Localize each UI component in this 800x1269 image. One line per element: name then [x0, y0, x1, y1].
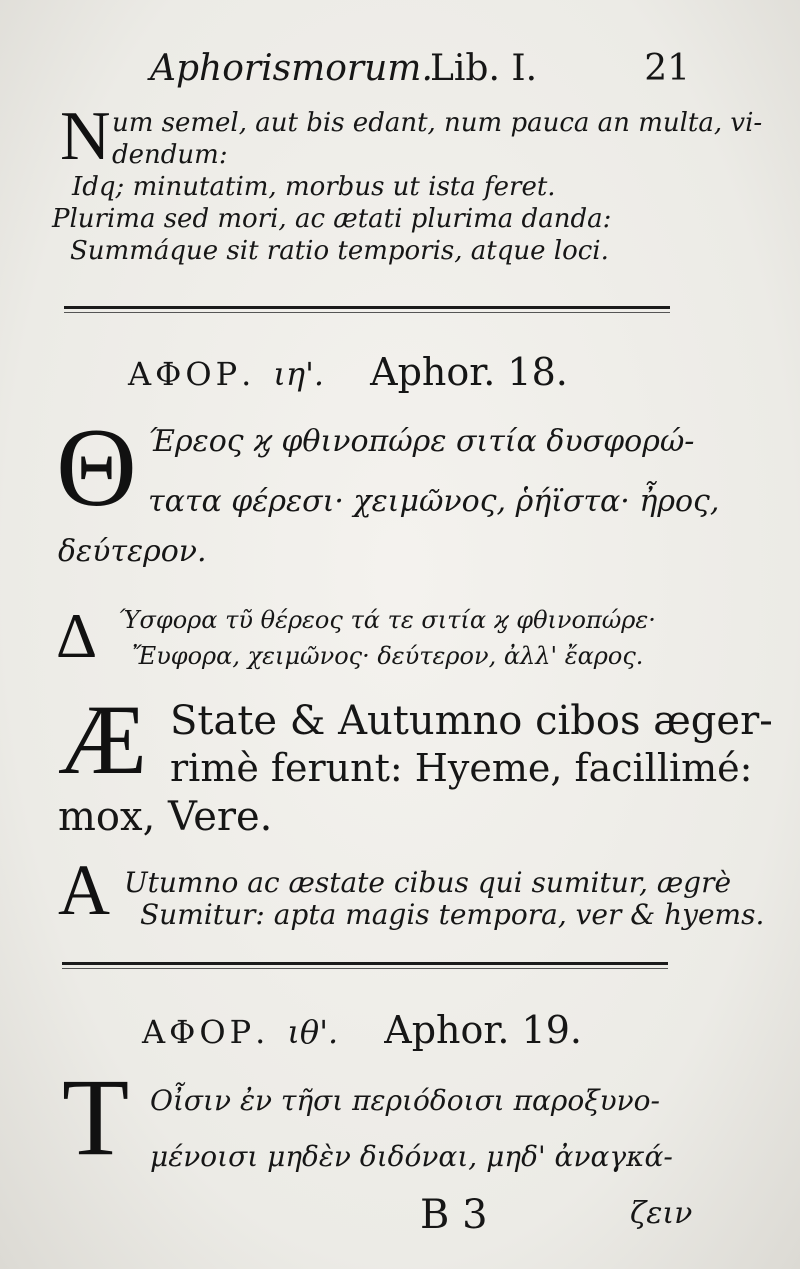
- dropcap-delta: Δ: [56, 600, 98, 671]
- verse-line: Plurima sed mori, ac ætati plurima danda:: [52, 204, 612, 234]
- section-rule: [62, 962, 668, 965]
- page-number: 21: [644, 48, 690, 89]
- latin-heading: Aphor. 18.: [370, 350, 568, 394]
- latin-line: mox, Vere.: [58, 794, 273, 840]
- greek-heading: ΑΦΟΡ.: [128, 355, 256, 393]
- running-header: [150, 48, 690, 88]
- greek-line: Οἶσιν ἐν τῆσι περιόδοισι παροξυνο-: [150, 1084, 660, 1117]
- latin-heading: Aphor. 19.: [384, 1008, 582, 1052]
- latin-line: rimè ferunt: Hyeme, facillimé:: [170, 746, 753, 790]
- greek-number: ιη'.: [273, 355, 325, 393]
- book-number: Lib. I.: [430, 48, 538, 89]
- verse-line: Summáque sit ratio temporis, atque loci.: [70, 236, 609, 266]
- section-rule: [64, 306, 670, 309]
- catchword: ζειν: [630, 1196, 693, 1231]
- verse-line: dendum:: [112, 140, 228, 170]
- greek-line: Έρεος ϗ φθινοπώρε σιτία δυσφορώ-: [148, 424, 695, 459]
- aphorism-19-heading: [142, 1008, 582, 1052]
- paraphrase-line: Ύσφορα τῦ θέρεος τά τε σιτία ϗ φθινοπώρε·: [118, 606, 656, 634]
- latin-line: State & Autumno cibos æger-: [170, 698, 773, 744]
- verse-line: Idq; minutatim, morbus ut ista feret.: [72, 172, 556, 202]
- paraphrase-line: Ἔυφορα, χειμῶνος· δεύτερον, ἀλλ' ἔαρος.: [132, 642, 644, 670]
- verse-line: um semel, aut bis edant, num pauca an multa, vi-: [112, 108, 763, 138]
- aphorism-18-heading: [128, 350, 568, 394]
- verse-line: Sumitur: apta magis tempora, ver & hyems.: [140, 898, 765, 931]
- dropcap-tau: Τ: [62, 1056, 130, 1178]
- signature-mark: B 3: [420, 1192, 488, 1238]
- greek-line: δεύτερον.: [58, 534, 207, 569]
- dropcap-theta: Θ: [56, 406, 137, 530]
- greek-number: ιθ'.: [287, 1013, 339, 1051]
- running-title: Aphorismorum.: [150, 48, 433, 89]
- verse-line: Utumno ac æstate cibus qui sumitur, ægrè: [124, 866, 732, 899]
- dropcap-a: A: [58, 850, 110, 930]
- greek-line: μένοισι μηδὲν διδόναι, μηδ' ἀναγκά-: [150, 1140, 673, 1173]
- greek-line: τατα φέρεσι· χειμῶνος, ῥήϊστα· ἦρος,: [148, 484, 720, 519]
- greek-heading: ΑΦΟΡ.: [142, 1013, 270, 1051]
- dropcap-ae: Æ: [58, 684, 147, 795]
- dropcap-n: N: [60, 98, 111, 175]
